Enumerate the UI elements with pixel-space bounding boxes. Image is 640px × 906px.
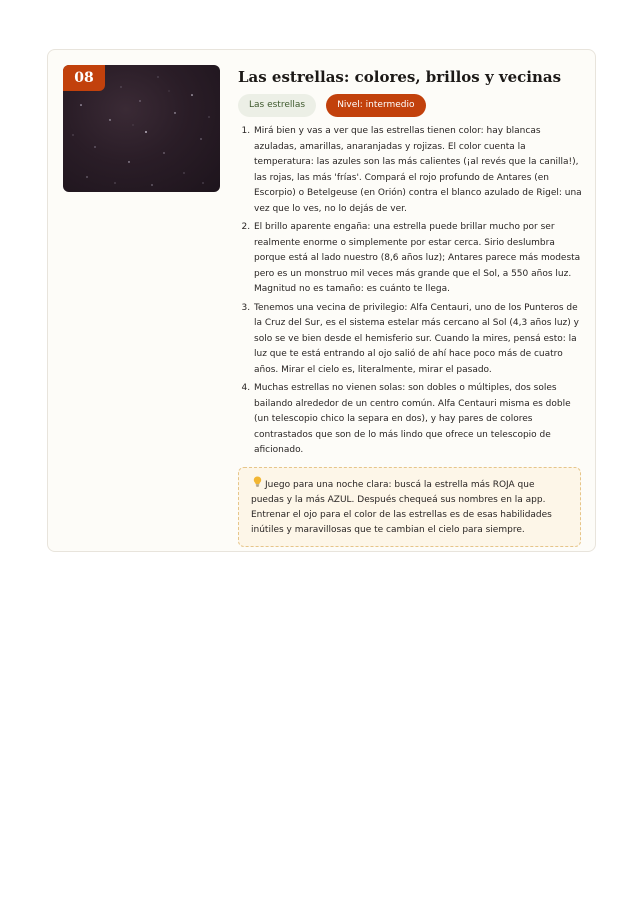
lightbulb-icon [251,476,263,492]
lesson-title: Las estrellas: colores, brillos y vecinas [238,68,562,86]
list-item: 3. Tenemos una vecina de privilegio: Alfa Centauri, uno de los Punteros de la Cruz del Sur, es el sistema estelar más cercano al Sol (4,3 años luz) y solo se ve bien desde el hemisferio sur. Cuando la mires, pensá esto: la luz que te está entrando al ojo salió de ahí hace poco más de cuatro años. Mirar el cielo es, literalmente, mirar el pasado. [253,301,583,379]
lesson-content [238,65,583,547]
list-item: 1. Mirá bien y vas a ver que las estrellas tienen color: hay blancas azuladas, amarillas, anaranjadas y rojizas. El color cuenta la temperatura: las azules son las más calientes (¡al revés que la canilla!), las rojas, las más 'frías'. Compará el rojo profundo de Antares (en Escorpio) o Betelgeuse (en Orión) contra el blanco azulado de Rigel: una vez que lo ves, no lo dejás de ver. [253,124,583,217]
tip-text: Juego para una noche clara: buscá la estrella más ROJA que puedas y la más AZUL. Después chequeá sus nombres en la app. Entrenar el ojo para el color de las estrellas es de esas habilidades inútiles y maravillosas que te cambian el cielo para siempre. [251,479,552,535]
lesson-number-badge: 08 [63,65,105,91]
level-tag: Nivel: intermedio [326,94,425,117]
starfield-image [63,65,220,192]
lesson-card [47,49,596,552]
tip-box [238,467,581,547]
list-item: 2. El brillo aparente engaña: una estrella puede brillar mucho por ser realmente enorme o simplemente por estar cerca. Sirio deslumbra porque está al lado nuestro (8,6 años luz); Antares parece más modesta pero es un monstruo mil veces más grande que el Sol, a 550 años luz. Magnitud no es tamaño: es cuánto te llega. [253,220,583,298]
tag-row [238,94,583,117]
topic-tag: Las estrellas [238,94,316,117]
lesson-points [238,124,583,459]
list-item: 4. Muchas estrellas no vienen solas: son dobles o múltiples, dos soles bailando alrededor de un centro común. Alfa Centauri misma es doble (un telescopio chico la separa en dos), y hay pares de colores contrastados que son de lo más lindo que ofrece un telescopio de aficionado. [253,381,583,459]
